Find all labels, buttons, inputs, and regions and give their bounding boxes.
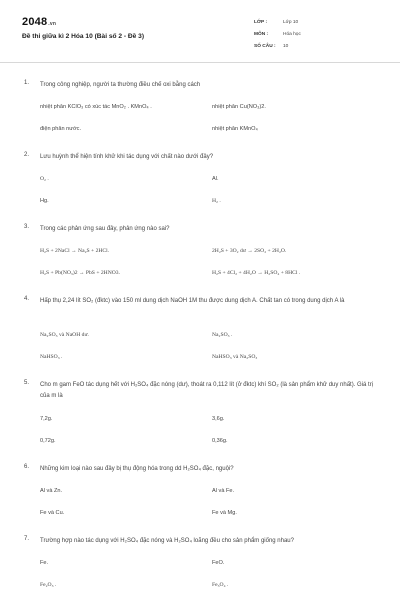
question-text: Những kim loại nào sau đây bị thụ động hóa trong dd H₂SO₄ đặc, nguội? bbox=[40, 466, 234, 472]
question-text: Trường hợp nào tác dụng với H₂SO₄ đặc nóng và H₂SO₄ loãng đều cho sản phẩm giống nhau? bbox=[40, 538, 294, 544]
answer-option[interactable]: Al. bbox=[212, 176, 219, 182]
answer-option[interactable]: điện phân nước. bbox=[40, 126, 82, 132]
answer-option[interactable]: 2H₂S + 3O₂ dư → 2SO₂ + 2H₂O. bbox=[212, 248, 287, 254]
answer-option[interactable]: H₂S + 2NaCl → Na₂S + 2HCl. bbox=[40, 248, 110, 254]
meta-row-subject bbox=[254, 28, 384, 40]
site-logo[interactable] bbox=[22, 16, 56, 28]
logo-main: 2048 bbox=[22, 16, 48, 28]
question-number: 4. bbox=[24, 296, 30, 302]
answer-option[interactable]: nhiệt phân Cu(NO₃)2. bbox=[212, 104, 266, 110]
answer-option[interactable]: Na₂SO₃ và NaOH dư. bbox=[40, 332, 89, 338]
answer-option[interactable]: Hg. bbox=[40, 198, 49, 204]
question-number: 7. bbox=[24, 536, 30, 542]
answer-option[interactable]: NaHSO₃ và Na₂SO₃ bbox=[212, 354, 258, 360]
answer-option[interactable]: H₂S + Pb(NO₃)2 → PbS + 2HNO3. bbox=[40, 270, 120, 276]
meta-label: LỚP : bbox=[254, 19, 268, 25]
answer-option[interactable]: Fe. bbox=[40, 560, 49, 566]
answer-option[interactable]: 3,6g. bbox=[212, 416, 225, 422]
question-text: Lưu huỳnh thể hiện tính khử khi tác dụng với chất nào dưới đây? bbox=[40, 154, 214, 160]
answer-option[interactable]: Na₂SO₃ . bbox=[212, 332, 233, 338]
question-number: 1. bbox=[24, 80, 30, 86]
answer-option[interactable]: H₂S + 4Cl₂ + 4H₂O → H₂SO₄ + 8HCl . bbox=[212, 270, 301, 276]
meta-value: Lớp 10 bbox=[283, 19, 299, 25]
question-number: 3. bbox=[24, 224, 30, 230]
question-number: 6. bbox=[24, 464, 30, 470]
logo-suffix: .vn bbox=[48, 21, 57, 27]
question-text: Cho m gam FeO tác dụng hết với H₂SO₄ đặc nóng (dư), thoát ra 0,112 lít (ở đktc) khí SO₂ (là sản phẩm khử duy nhất). Giá trị của m là bbox=[40, 382, 374, 399]
answer-option[interactable]: 7,2g. bbox=[40, 416, 53, 422]
answer-option[interactable]: H₂ . bbox=[212, 198, 221, 204]
answer-option[interactable]: Fe₂O₃ . bbox=[40, 582, 57, 588]
exam-meta bbox=[254, 16, 384, 52]
meta-value: Hóa học bbox=[283, 31, 301, 37]
answer-option[interactable]: Fe và Cu. bbox=[40, 510, 65, 516]
answer-option[interactable]: Al và Zn. bbox=[40, 488, 63, 494]
answer-option[interactable]: Al và Fe. bbox=[212, 488, 235, 494]
answer-option[interactable]: Fe₃O₄ . bbox=[212, 582, 229, 588]
exam-title: Đề thi giữa kì 2 Hóa 10 (Bài số 2 - Đề 3) bbox=[22, 33, 145, 40]
answer-option[interactable]: FeO. bbox=[212, 560, 225, 566]
answer-option[interactable]: nhiệt phân KMnO₄ bbox=[212, 126, 258, 132]
answer-option[interactable]: 0,36g. bbox=[212, 438, 228, 444]
answer-option[interactable]: O₂ . bbox=[40, 176, 49, 182]
meta-row-question-count bbox=[254, 40, 384, 52]
header-divider bbox=[0, 62, 400, 63]
meta-value: 10 bbox=[283, 43, 289, 49]
answer-option[interactable]: Fe và Mg. bbox=[212, 510, 237, 516]
question-number: 2. bbox=[24, 152, 30, 158]
question-text: Trong các phản ứng sau đây, phản ứng nào sai? bbox=[40, 226, 170, 232]
page-header bbox=[0, 0, 400, 62]
answer-option[interactable]: 0,72g. bbox=[40, 438, 56, 444]
meta-row-class bbox=[254, 16, 384, 28]
question-text: Hấp thụ 2,24 lít SO₂ (đktc) vào 150 ml dung dịch NaOH 1M thu được dung dịch A. Chất tan có trong dung dịch A là bbox=[40, 298, 345, 304]
meta-label: MÔN : bbox=[254, 31, 269, 37]
answer-option[interactable]: nhiệt phân KClO₃ có xúc tác MnO₂ . KMnO₄ . bbox=[40, 104, 152, 110]
question-number: 5. bbox=[24, 380, 30, 386]
answer-option[interactable]: NaHSO₃ . bbox=[40, 354, 63, 360]
question-text: Trong công nghiệp, người ta thường điều chế oxi bằng cách bbox=[40, 82, 201, 88]
meta-label: SỐ CÂU : bbox=[254, 43, 276, 49]
